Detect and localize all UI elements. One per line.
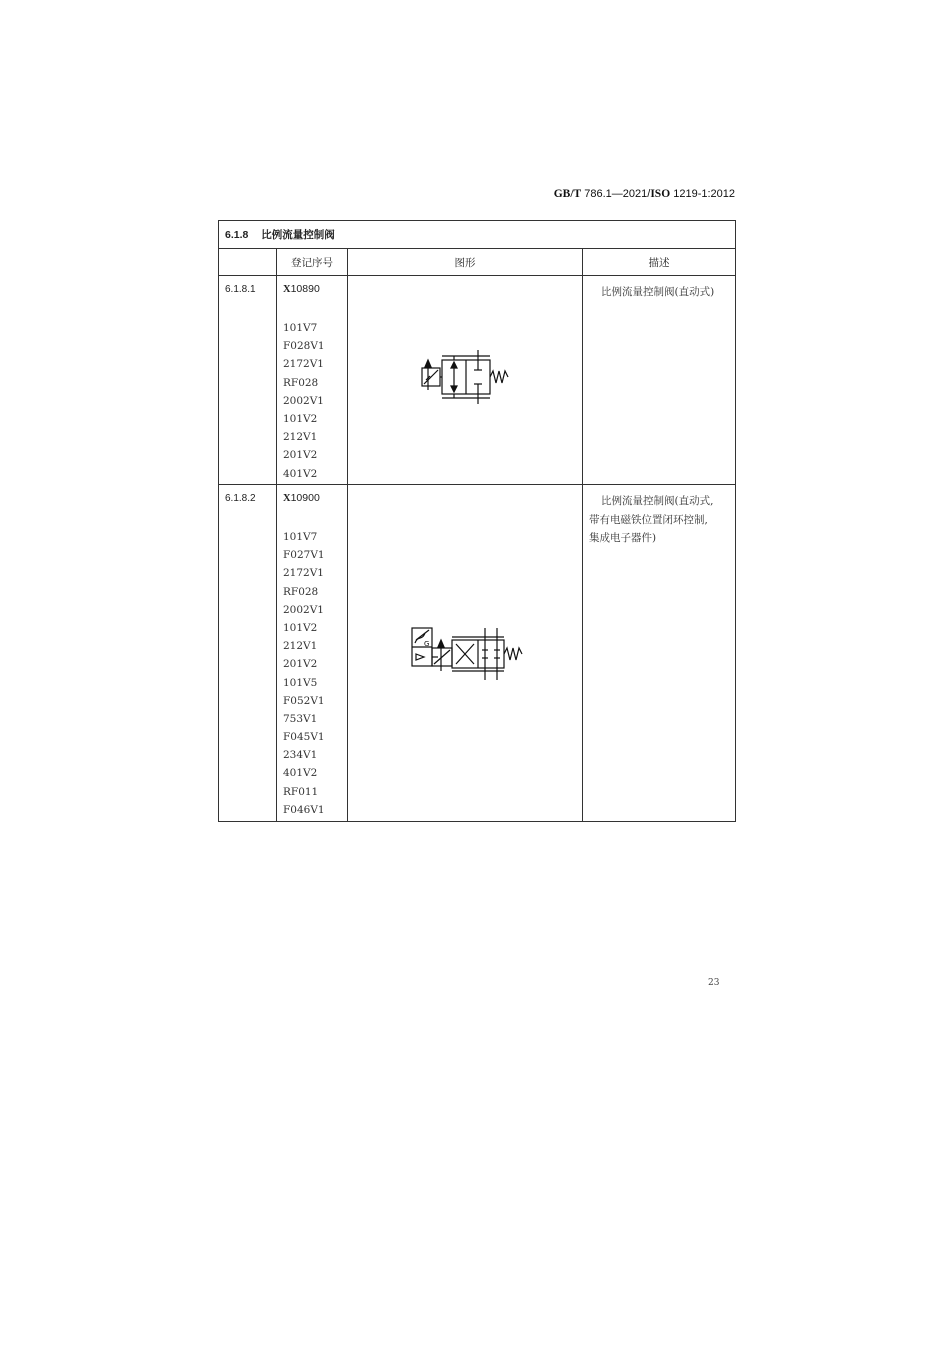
- registration-code: 401V2: [283, 767, 318, 780]
- proportional-flow-valve-direct-symbol: [348, 276, 583, 485]
- registration-code: 212V1: [283, 431, 318, 444]
- section-number: 6.1.8: [225, 229, 249, 241]
- registration-code: F027V1: [283, 549, 325, 562]
- registration-code: F052V1: [283, 694, 325, 707]
- col-header-graphic: 图形: [348, 249, 583, 276]
- page-number: 23: [708, 978, 720, 988]
- registration-main-code: X10900: [283, 492, 320, 504]
- header-std-prefix: GB/T: [553, 188, 582, 200]
- document-header: [554, 188, 735, 200]
- registration-code: 201V2: [283, 658, 318, 671]
- registration-code: 101V7: [283, 322, 318, 334]
- registration-code: F045V1: [283, 731, 325, 744]
- row-number: 6.1.8.2: [219, 485, 277, 822]
- registration-code: RF028: [283, 376, 319, 389]
- registration-code: 101V2: [283, 412, 318, 425]
- description-cell: [583, 485, 736, 822]
- registration-code: 101V5: [283, 676, 318, 689]
- registration-code: 212V1: [283, 640, 318, 653]
- section-row: [219, 221, 736, 249]
- registration-code: 753V1: [283, 712, 318, 725]
- description-cell: [583, 276, 736, 485]
- section-title: 比例流量控制阀: [261, 229, 335, 241]
- table-header-row: [219, 249, 736, 276]
- col-header-number: [219, 249, 277, 276]
- registration-code: 101V7: [283, 531, 318, 543]
- registration-main-code: X10890: [283, 283, 320, 295]
- registration-code: 2002V1: [283, 603, 324, 616]
- registration-code: 101V2: [283, 621, 318, 634]
- header-iso-number: 1219-1:2012: [673, 188, 735, 200]
- row-number: 6.1.8.1: [219, 276, 277, 485]
- table-row: [219, 485, 736, 822]
- proportional-flow-valve-closed-loop-symbol: [348, 485, 583, 822]
- registration-code: 2172V1: [283, 358, 324, 371]
- symbol-label-g: G: [424, 640, 430, 648]
- registration-code: 401V2: [283, 467, 318, 480]
- description-text: 带有电磁铁位置闭环控制,: [589, 513, 708, 526]
- header-std-number: 786.1—2021/: [584, 188, 651, 200]
- graphic-cell: [348, 485, 583, 822]
- description-text: 比例流量控制阀(直动式,: [601, 495, 714, 507]
- col-header-description: 描述: [583, 249, 736, 276]
- col-header-registration: 登记序号: [277, 249, 348, 276]
- registration-cell: [277, 485, 348, 822]
- registration-code: F046V1: [283, 803, 325, 816]
- registration-code: F028V1: [283, 340, 325, 353]
- header-iso-prefix: ISO: [650, 188, 671, 200]
- symbol-table: [218, 220, 735, 822]
- registration-code: 234V1: [283, 749, 318, 762]
- registration-cell: [277, 276, 348, 485]
- registration-code: RF011: [283, 785, 319, 798]
- table-row: [219, 276, 736, 485]
- description-text: 集成电子器件): [589, 532, 657, 544]
- description-text: 比例流量控制阀(直动式): [601, 286, 715, 298]
- registration-code: RF028: [283, 585, 319, 598]
- registration-code: 2002V1: [283, 394, 324, 407]
- registration-code: 201V2: [283, 449, 318, 462]
- graphic-cell: [348, 276, 583, 485]
- registration-code: 2172V1: [283, 567, 324, 580]
